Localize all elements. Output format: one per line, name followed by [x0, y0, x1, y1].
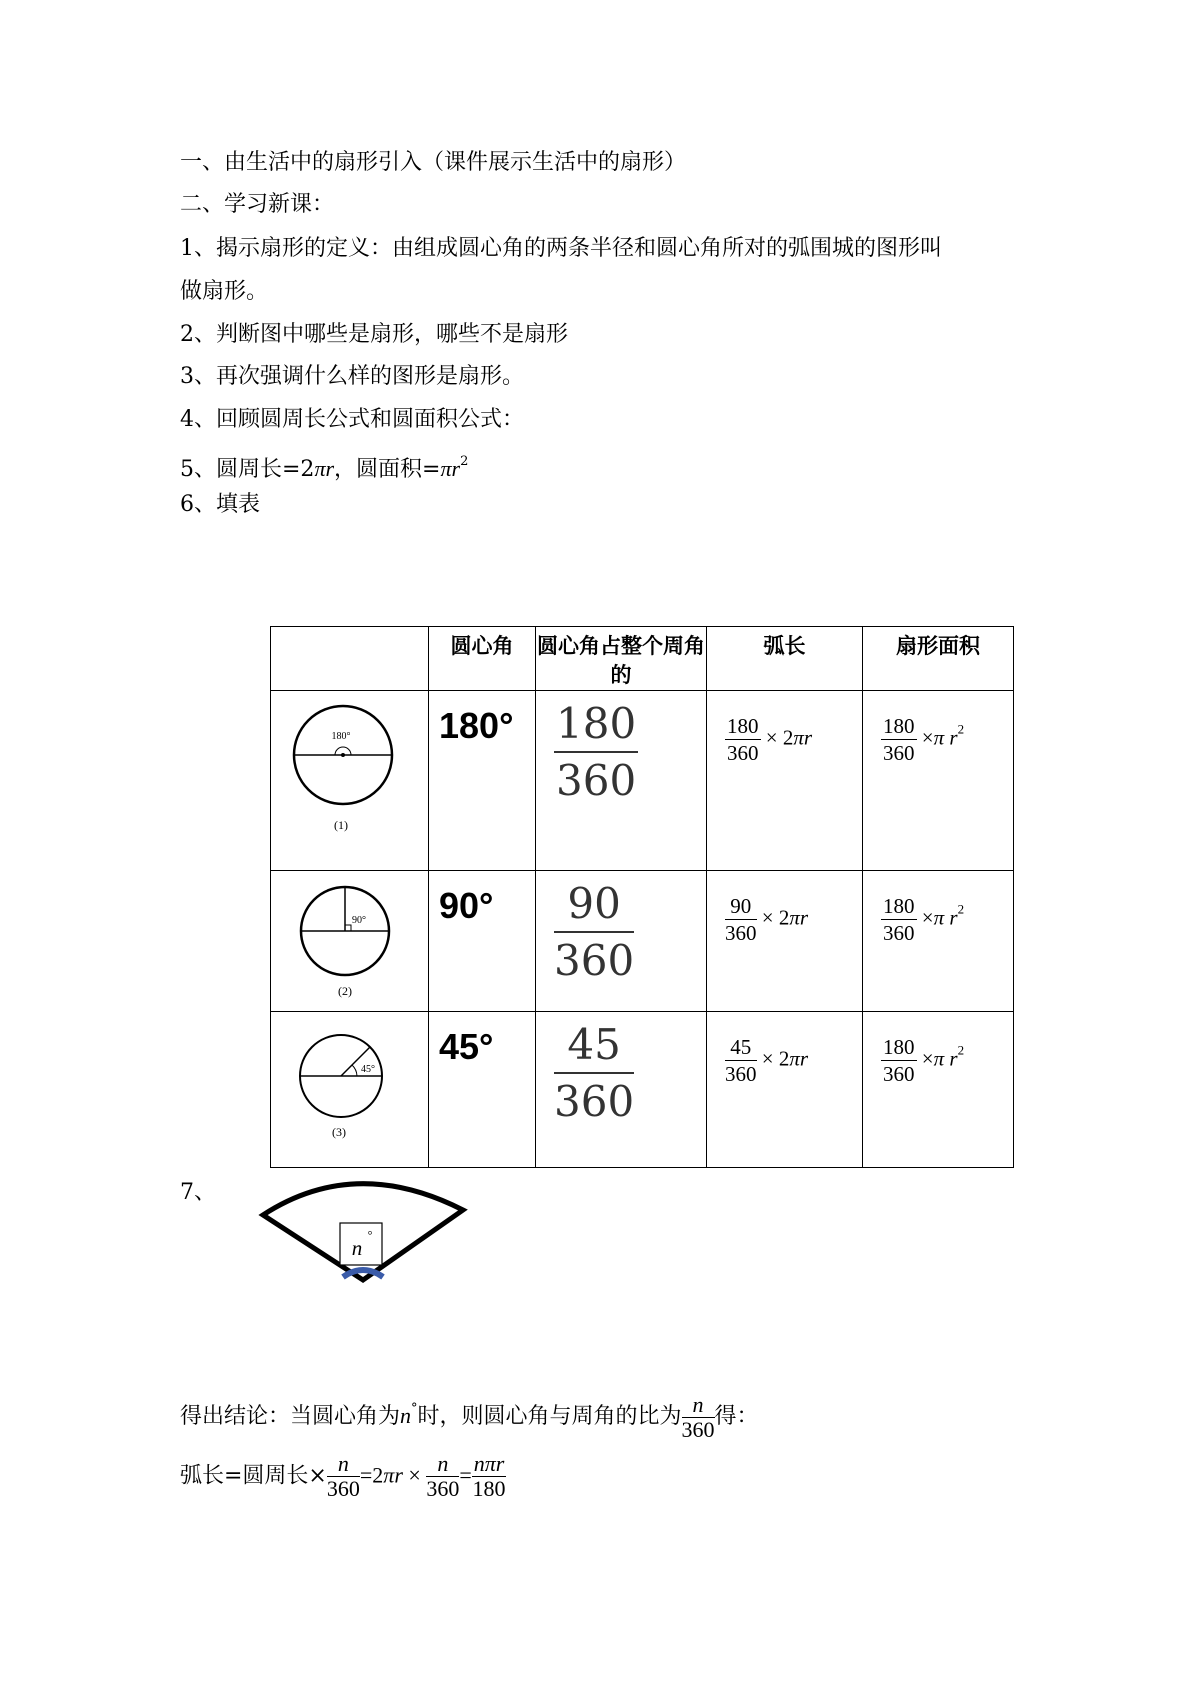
ratio-cell [536, 871, 707, 1011]
diagram-cell [271, 871, 429, 1011]
right-angle-mark [345, 925, 351, 931]
pi-symbol: π [383, 1462, 395, 1488]
ratio-fraction: $\frac{45}{360}$ [554, 1019, 635, 1126]
conclusion-line [180, 1387, 759, 1442]
step-4-line: 4、回顾圆周长公式和圆面积公式： [180, 407, 524, 432]
angle-cell [429, 691, 536, 871]
circle-90-diagram [275, 871, 425, 1009]
center-dot [341, 753, 345, 757]
step-6-line: 6、填表 [180, 492, 260, 517]
fraction-2: $\frac{n}{360}$ [426, 1451, 460, 1501]
arc-prefix: 弧长=圆周长× [180, 1463, 327, 1489]
angle-mark: 90° [351, 915, 366, 927]
sector-diagram [255, 1180, 485, 1295]
angle-value: 180° [439, 705, 514, 747]
header-ratio: 圆心角占整个周角的 [536, 627, 707, 691]
step-3-line: 3、再次强调什么样的图形是扇形。 [180, 364, 524, 389]
angle-arc [352, 1065, 357, 1076]
area-formula: $\frac{180}{360}$ ×π $r^2$ [883, 894, 965, 946]
header-diagram [271, 627, 429, 691]
conclusion-prefix: 得出结论：当圆心角为 [180, 1404, 401, 1429]
pi-symbol: π [314, 456, 326, 481]
table-header-row [271, 627, 1014, 691]
arc-formula: $\frac{90}{360}$ × 2πr [725, 894, 809, 946]
exponent: 2 [460, 454, 469, 469]
fraction-1: $\frac{n}{360}$ [326, 1451, 360, 1501]
angle-mark: 45° [360, 1063, 375, 1075]
radius-symbol: r [394, 1462, 403, 1488]
step-2-line: 2、判断图中哪些是扇形，哪些不是扇形 [180, 322, 568, 347]
section-title: 二、学习新课： [180, 192, 335, 217]
arc-cell [707, 691, 863, 871]
intro-line: 一、由生活中的扇形引入（课件展示生活中的扇形） [180, 150, 687, 175]
degree-symbol: ° [411, 1401, 418, 1416]
header-angle: 圆心角 [429, 627, 536, 691]
equals-1: =2 [359, 1462, 384, 1488]
arc-formula: $\frac{45}{360}$ × 2πr [725, 1034, 809, 1086]
definition-line-2: 做扇形。 [180, 279, 269, 304]
formula-line [180, 447, 468, 485]
radius-symbol: r [451, 456, 461, 481]
header-area: 扇形面积 [863, 627, 1014, 691]
area-formula: $\frac{180}{360}$ ×π $r^2$ [883, 714, 965, 766]
circle-180-diagram [275, 691, 425, 861]
arc-cell [707, 1011, 863, 1167]
angle-value: 45° [439, 1025, 494, 1067]
table-row [271, 871, 1014, 1011]
diagram-label: (2) [337, 984, 352, 999]
radius-symbol: r [325, 456, 335, 481]
table-row [271, 691, 1014, 871]
area-cell [863, 1011, 1014, 1167]
n-symbol: n [400, 1403, 412, 1428]
conclusion-mid: 时，则圆心角与周角的比为 [417, 1404, 682, 1429]
diagram-label: (1) [333, 818, 348, 833]
fraction-3: $\frac{\text{nπr}}{180}$ [472, 1451, 506, 1501]
angle-arc-marker [343, 1270, 383, 1277]
arc-length-formula [180, 1452, 506, 1501]
area-cell [863, 871, 1014, 1011]
table-row [271, 1011, 1014, 1167]
sector-table [270, 626, 1014, 1168]
diagram-label: (3) [331, 1124, 346, 1139]
step-7-line: 7、 [180, 1180, 216, 1205]
diagram-cell [271, 1011, 429, 1167]
times-sign: × [402, 1462, 427, 1488]
ratio-fraction: $\frac{90}{360}$ [554, 879, 635, 986]
area-formula: $\frac{180}{360}$ ×π $r^2$ [883, 1034, 965, 1086]
formula-mid: ，圆面积= [334, 457, 441, 482]
angle-cell [429, 1011, 536, 1167]
angle-cell [429, 871, 536, 1011]
equals-2: = [459, 1462, 472, 1488]
sector-angle-n: n [351, 1236, 363, 1260]
diagram-cell [271, 691, 429, 871]
ratio-cell [536, 1011, 707, 1167]
definition-line-1: 1、揭示扇形的定义：由组成圆心角的两条半径和圆心角所对的弧围城的图形叫 [180, 236, 942, 261]
circle-45-diagram [275, 1012, 425, 1162]
ratio-fraction: $\frac{n}{360}$ [681, 1391, 715, 1442]
header-arc: 弧长 [707, 627, 863, 691]
pi-symbol: π [440, 456, 452, 481]
arc-cell [707, 871, 863, 1011]
ratio-fraction: $\frac{180}{360}$ [556, 699, 637, 806]
arc-formula: $\frac{180}{360}$ × 2πr [727, 714, 813, 766]
conclusion-suffix: 得： [714, 1404, 759, 1429]
angle-value: 90° [439, 885, 494, 927]
ratio-cell [536, 691, 707, 871]
angle-mark: 180° [331, 731, 350, 743]
sector-angle-degree: ° [367, 1228, 373, 1242]
area-cell [863, 691, 1014, 871]
formula-prefix: 5、圆周长=2 [180, 457, 315, 482]
